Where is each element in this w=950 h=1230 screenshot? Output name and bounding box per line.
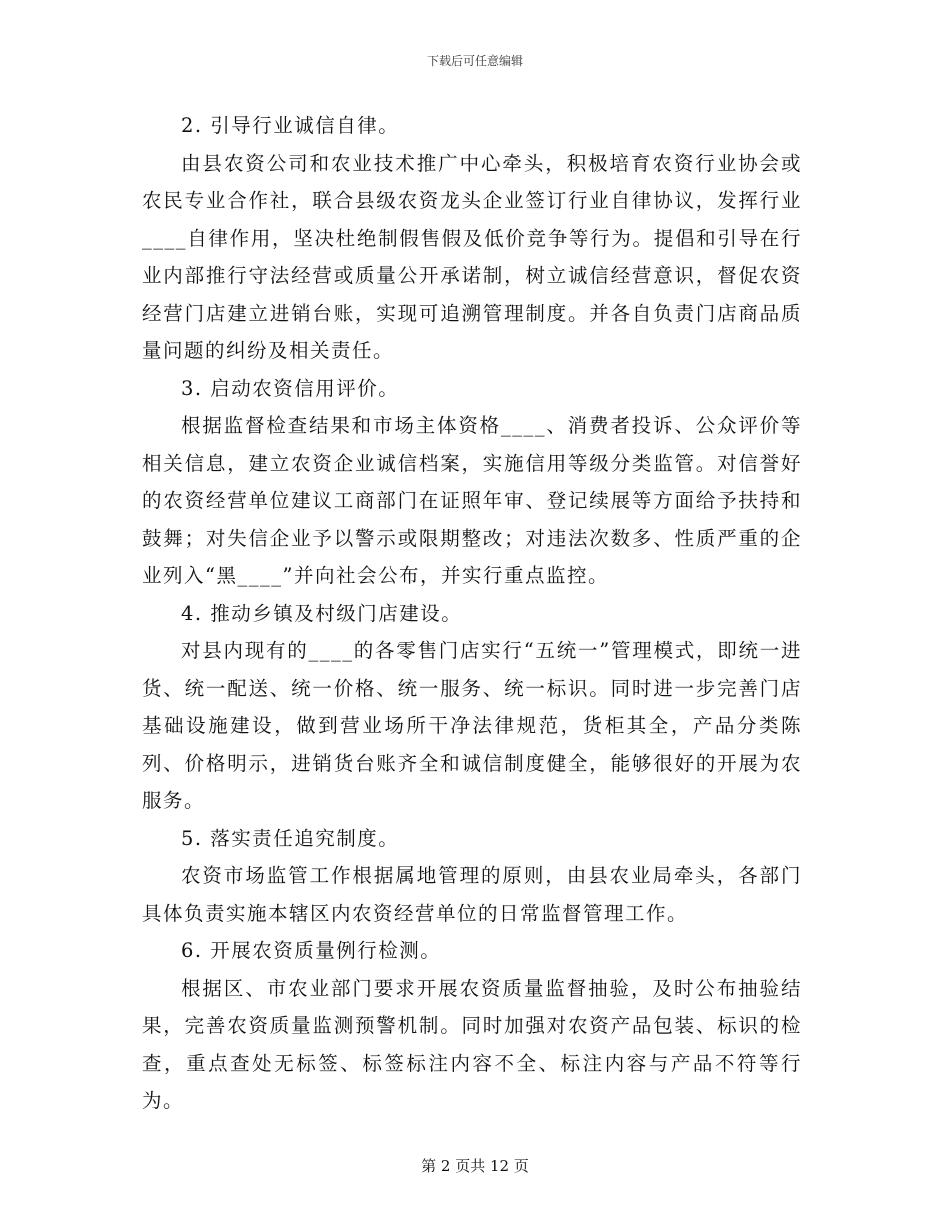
section-heading: 3. 启动农资信用评价。 — [181, 376, 400, 400]
page-header: 下载后可任意编辑 — [426, 54, 523, 68]
section-paragraph: 由县农资公司和农业技术推广中心牵头，积极培育农资行业协会或农民专业合作社，联合县级农资龙头企业签订行业自律协议，发挥行业____自律作用，坚决杜绝制假售假及低价竞争等行为。提倡和引导在行业内部推行守法经营或质量公开承诺制，树立诚信经营意识，督促农资经营门店建立进销台账，实现可追溯管理制度。并各自负责门店商品质量问题的纠纷及相关责任。 — [142, 151, 802, 362]
document-body — [142, 107, 802, 1120]
section-heading: 5. 落实责任追究制度。 — [181, 826, 400, 850]
page-number-footer: 第 2 页共 12 页 — [421, 1157, 529, 1175]
section-paragraph: 农资市场监管工作根据属地管理的原则，由县农业局牵头，各部门具体负责实施本辖区内农资经营单位的日常监督管理工作。 — [142, 864, 802, 925]
section-paragraph: 根据区、市农业部门要求开展农资质量监督抽验，及时公布抽验结果，完善农资质量监测预警机制。同时加强对农资产品包装、标识的检查，重点查处无标签、标签标注内容不全、标注内容与产品不符等行为。 — [142, 976, 802, 1112]
section-paragraph: 根据监督检查结果和市场主体资格____、消费者投诉、公众评价等相关信息，建立农资企业诚信档案，实施信用等级分类监管。对信誉好的农资经营单位建议工商部门在证照年审、登记续展等方面给予扶持和鼓舞；对失信企业予以警示或限期整改；对违法次数多、性质严重的企业列入“黑____”并向社会公布，并实行重点监控。 — [142, 414, 802, 587]
section-heading: 4. 推动乡镇及村级门店建设。 — [181, 601, 463, 625]
section-paragraph: 对县内现有的____的各零售门店实行“五统一”管理模式，即统一进货、统一配送、统一价格、统一服务、统一标识。同时进一步完善门店基础设施建设，做到营业场所干净法律规范，货柜其全，产品分类陈列、价格明示，进销货台账齐全和诚信制度健全，能够很好的开展为农服务。 — [142, 639, 802, 812]
section-heading: 2. 引导行业诚信自律。 — [181, 114, 400, 137]
section-heading: 6. 开展农资质量例行检测。 — [181, 939, 442, 962]
